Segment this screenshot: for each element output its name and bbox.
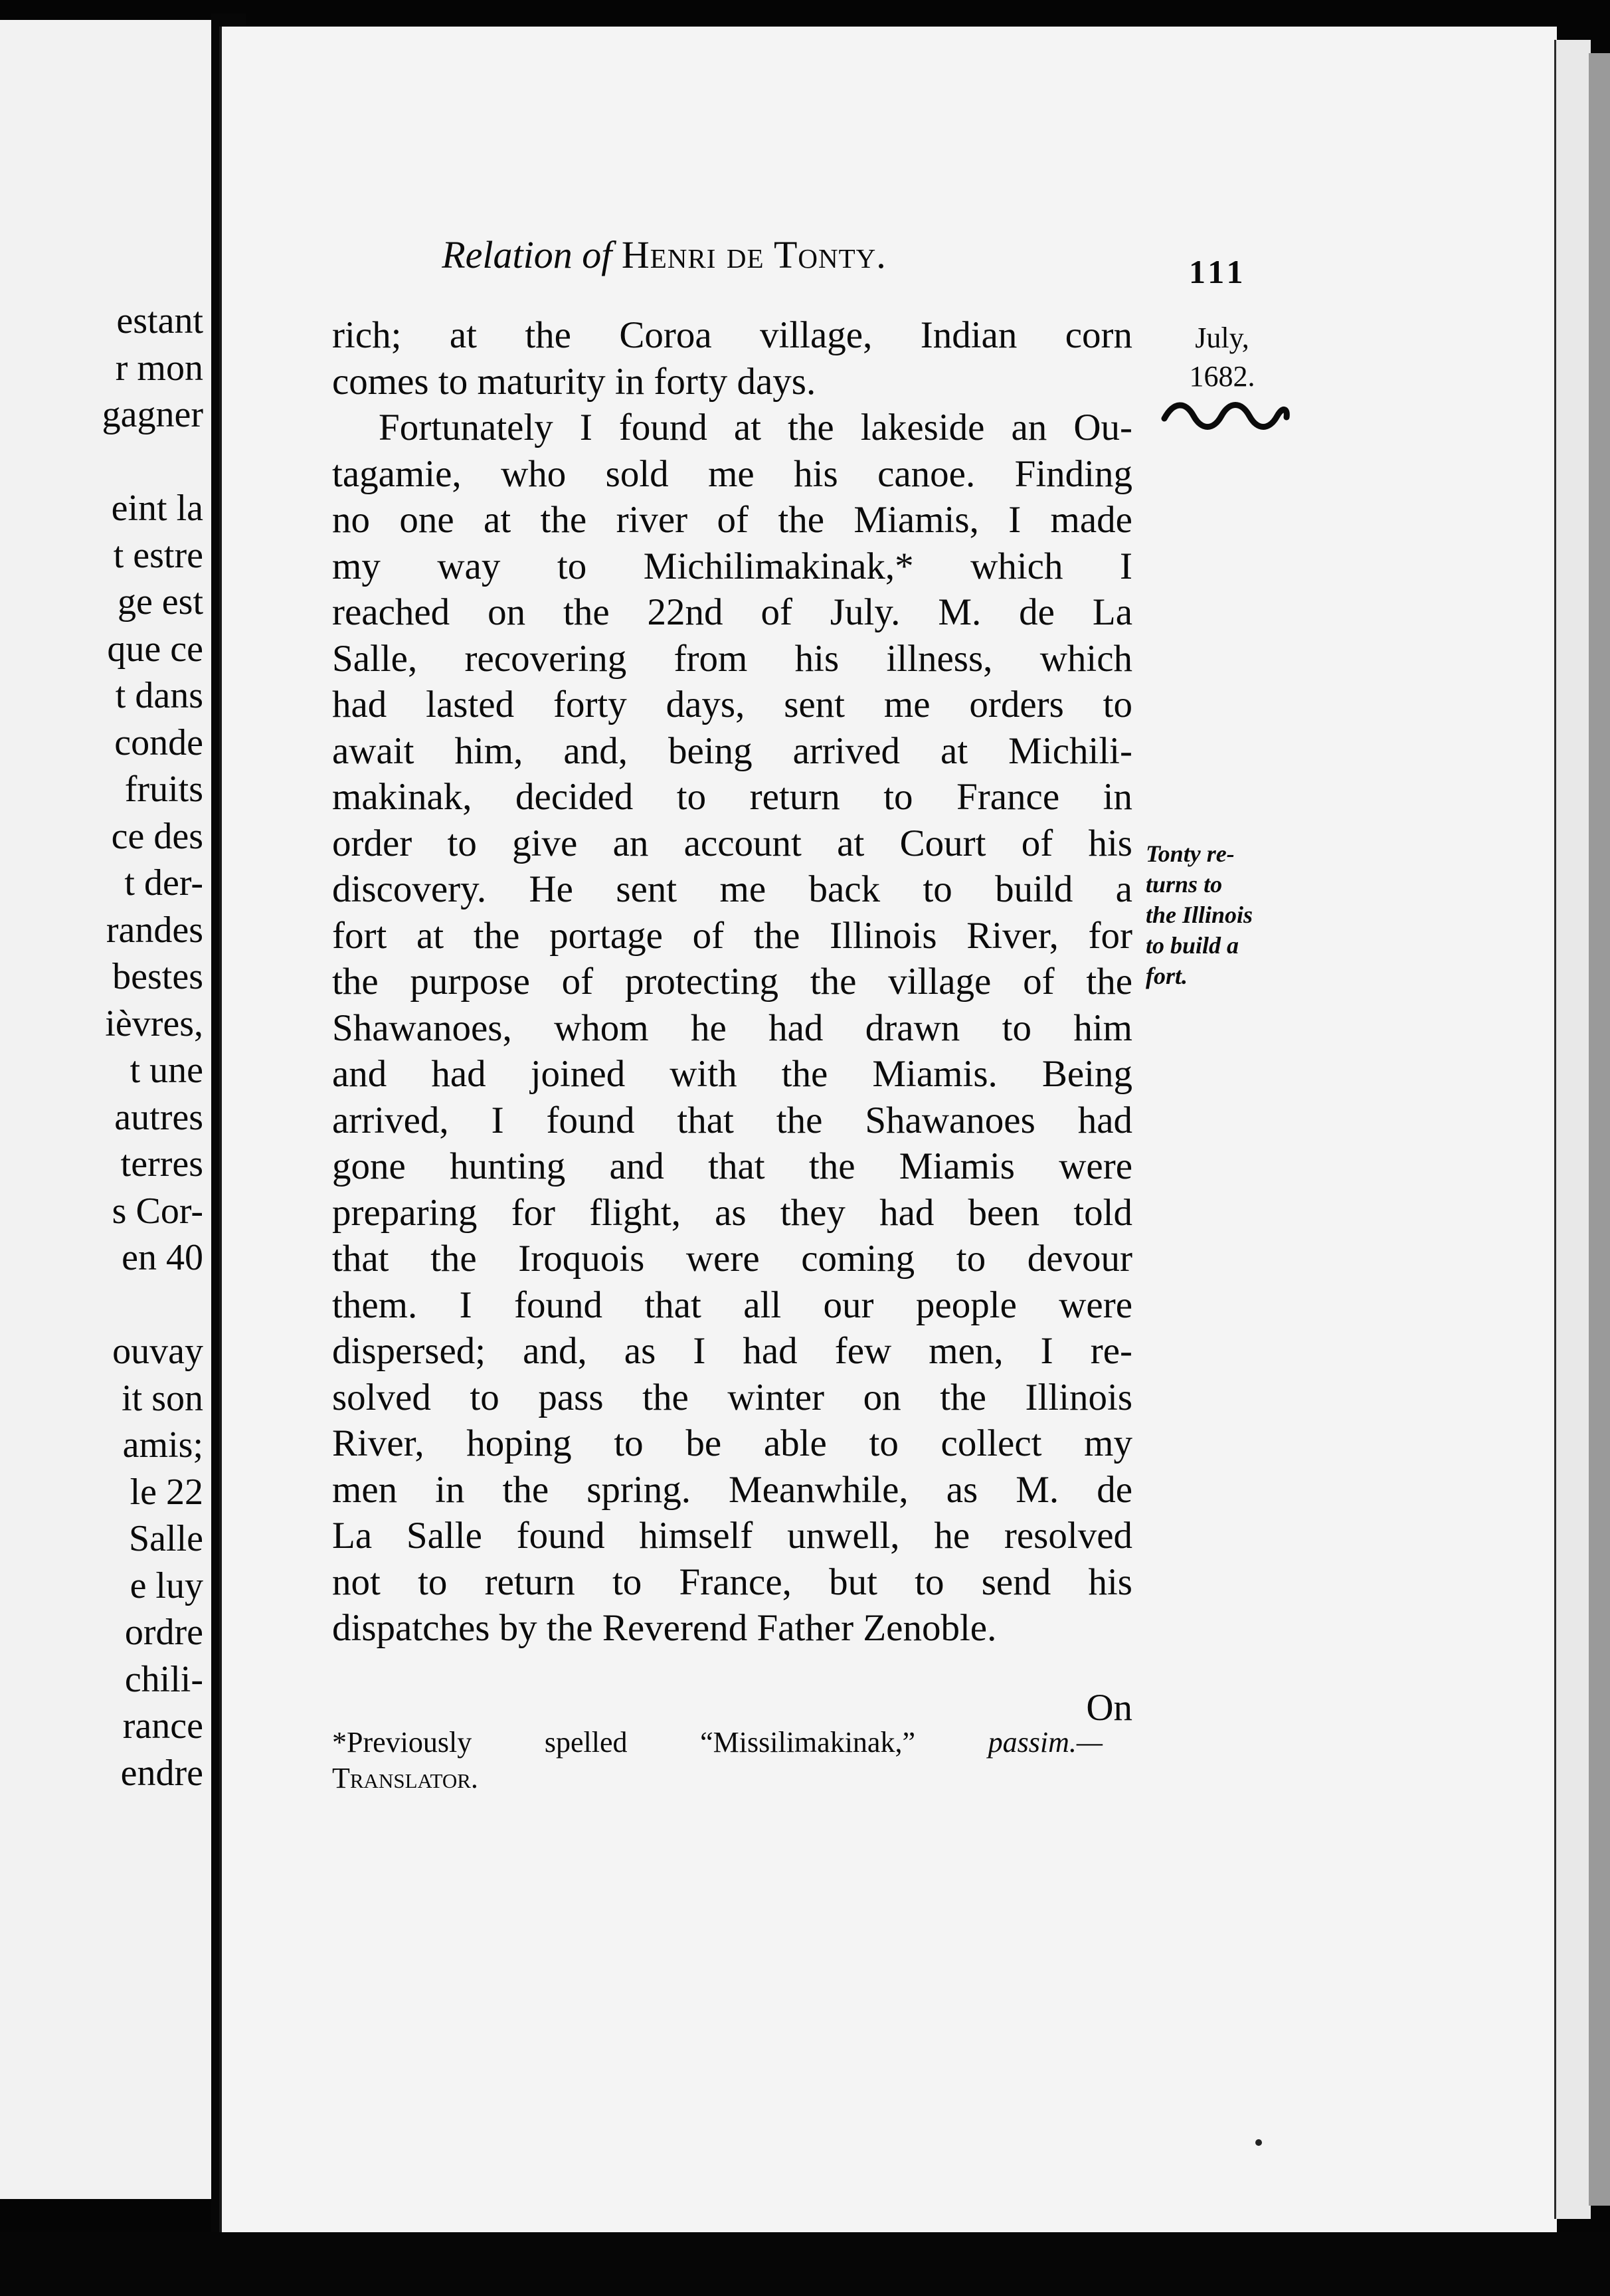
facing-page-line: estant — [116, 300, 203, 341]
body-line: reached on the 22nd of July. M. de La — [332, 591, 1132, 633]
facing-page-line: ge est — [117, 581, 203, 622]
side-note-line: fort. — [1146, 963, 1188, 989]
facing-page-line: s Cor- — [112, 1190, 203, 1232]
facing-page-line: r mon — [115, 347, 203, 389]
body-line: rich; at the Coroa village, Indian corn — [332, 314, 1132, 356]
running-head-name: Henri de Tonty. — [621, 233, 887, 276]
margin-date-year: 1682. — [1189, 360, 1255, 393]
body-line: Shawanoes, whom he had drawn to him — [332, 1006, 1132, 1049]
facing-page-line: endre — [120, 1752, 203, 1794]
page-number: 111 — [1189, 253, 1247, 290]
body-line: Fortunately I found at the lakeside an Ou- — [379, 407, 1132, 448]
facing-page-line: t une — [130, 1050, 203, 1091]
facing-page-line: randes — [106, 909, 203, 951]
facing-page-line: conde — [114, 721, 203, 763]
facing-page-line: ièvres, — [105, 1003, 203, 1044]
facing-page-line: t der- — [124, 862, 203, 904]
body-line: the purpose of protecting the village of the — [332, 961, 1132, 1003]
facing-page-line: it son — [122, 1377, 203, 1419]
body-line: Salle, recovering from his illness, which — [332, 637, 1132, 680]
body-line: gone hunting and that the Miamis were — [332, 1145, 1132, 1187]
facing-page-line: Salle — [129, 1518, 203, 1559]
side-note-line: turns to — [1146, 871, 1223, 898]
side-note-line: Tonty re- — [1146, 840, 1235, 867]
facing-page-line: autres — [114, 1096, 203, 1138]
facing-page-line: rance — [122, 1705, 203, 1747]
body-line: dispersed; and, as I had few men, I re- — [332, 1330, 1132, 1372]
paper-speck — [1255, 2139, 1262, 2146]
body-line: preparing for flight, as they had been told — [332, 1191, 1132, 1234]
facing-page-line: le 22 — [130, 1471, 203, 1513]
catchword: On — [1086, 1687, 1132, 1729]
facing-page-line: t dans — [115, 675, 203, 716]
body-line: discovery. He sent me back to build a — [332, 868, 1132, 910]
facing-page-line: gagner — [102, 394, 203, 435]
body-line: comes to maturity in forty days. — [332, 360, 816, 403]
running-head-italic: Relation of — [442, 233, 612, 276]
body-line: my way to Michilimakinak,* which I — [332, 545, 1132, 587]
body-line: and had joined with the Miamis. Being — [332, 1053, 1132, 1095]
body-line: dispatches by the Reverend Father Zenoble. — [332, 1607, 997, 1649]
wave-ornament-icon — [1159, 393, 1292, 440]
body-line: that the Iroquois were coming to devour — [332, 1238, 1132, 1280]
body-line: arrived, I found that the Shawanoes had — [332, 1099, 1132, 1141]
body-line: fort at the portage of the Illinois River, for — [332, 914, 1132, 957]
facing-page-line: terres — [120, 1143, 203, 1185]
facing-page-line: ce des — [111, 815, 203, 857]
side-note-line: to build a — [1146, 932, 1239, 959]
facing-page-line: en 40 — [122, 1237, 203, 1278]
body-line: had lasted forty days, sent me orders to — [332, 684, 1132, 725]
footnote-italic: passim.— — [988, 1726, 1103, 1759]
footnote-text: *Previously spelled “Missilimakinak,” — [332, 1726, 915, 1759]
body-line: River, hoping to be able to collect my — [332, 1422, 1132, 1464]
body-line: tagamie, who sold me his canoe. Finding — [332, 452, 1132, 495]
facing-page-line: fruits — [124, 769, 203, 810]
body-line: La Salle found himself unwell, he resolved — [332, 1515, 1132, 1557]
body-line: no one at the river of the Miamis, I made — [332, 499, 1132, 541]
body-line: not to return to France, but to send his — [332, 1561, 1132, 1603]
side-note — [1146, 838, 1305, 991]
facing-page-line: ordre — [124, 1612, 203, 1653]
body-line: them. I found that all our people were — [332, 1284, 1132, 1326]
body-line: order to give an account at Court of his — [332, 822, 1132, 864]
margin-date — [1166, 319, 1279, 396]
body-line: solved to pass the winter on the Illinois — [332, 1376, 1132, 1418]
margin-date-month: July, — [1195, 322, 1249, 354]
page-edge — [1554, 40, 1591, 2219]
facing-page-line: e luy — [130, 1565, 203, 1606]
facing-page-line: t estre — [113, 534, 203, 576]
body-line: await him, and, being arrived at Michili- — [332, 729, 1132, 772]
footnote-signature-line — [332, 1761, 1103, 1796]
facing-page-line: bestes — [112, 956, 203, 997]
facing-page-line: que ce — [107, 628, 203, 670]
body-line: men in the spring. Meanwhile, as M. de — [332, 1468, 1132, 1511]
running-head — [246, 233, 1083, 277]
side-note-line: the Illinois — [1146, 902, 1253, 928]
facing-page-line: eint la — [111, 488, 203, 529]
page-edge-shadow — [1589, 53, 1610, 2206]
facing-page-line: ouvay — [112, 1331, 203, 1372]
body-line: makinak, decided to return to France in — [332, 776, 1132, 818]
scan-border — [0, 2232, 1610, 2296]
facing-page-line: chili- — [124, 1658, 203, 1700]
facing-page-line: amis; — [122, 1424, 203, 1466]
footnote-line — [332, 1725, 1103, 1761]
facing-page — [0, 20, 211, 2199]
footnote-signature: Translator. — [332, 1762, 478, 1794]
